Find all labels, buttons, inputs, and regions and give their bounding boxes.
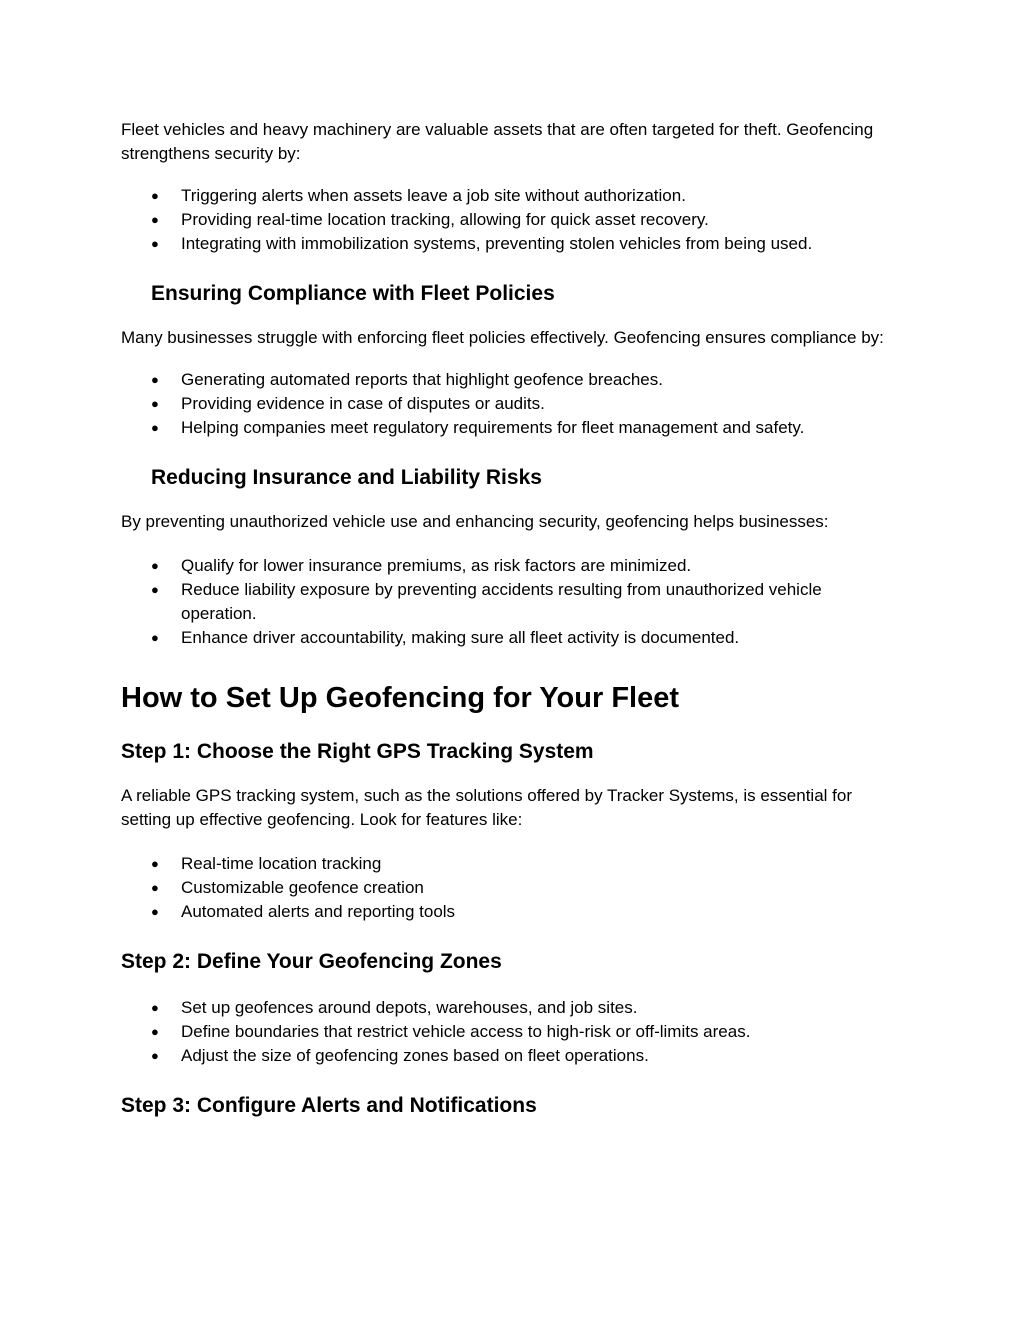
list-item: ● Helping companies meet regulatory requirements for fleet management and safety. xyxy=(121,416,901,440)
list-item: ● Providing real-time location tracking, allowing for quick asset recovery. xyxy=(121,208,901,232)
insurance-bullet-list xyxy=(121,554,901,650)
list-item: ● Reduce liability exposure by preventing accidents resulting from unauthorized vehicle operation. xyxy=(151,580,822,623)
compliance-paragraph: Many businesses struggle with enforcing fleet policies effectively. Geofencing ensures compliance by: xyxy=(121,328,884,347)
intro-bullet-list xyxy=(121,184,901,256)
compliance-bullet-list xyxy=(121,368,901,440)
list-item: ● Set up geofences around depots, warehouses, and job sites. xyxy=(121,996,901,1020)
bullet-icon: ● xyxy=(151,212,159,227)
compliance-heading: Ensuring Compliance with Fleet Policies xyxy=(151,282,555,305)
bullet-icon: ● xyxy=(151,372,159,387)
list-item: ● Define boundaries that restrict vehicle access to high-risk or off-limits areas. xyxy=(121,1020,901,1044)
bullet-icon: ● xyxy=(151,582,159,597)
bullet-icon: ● xyxy=(151,1000,159,1015)
step2-heading: Step 2: Define Your Geofencing Zones xyxy=(121,950,502,973)
list-item: ● Qualify for lower insurance premiums, as risk factors are minimized. xyxy=(121,554,901,578)
list-item: ● Integrating with immobilization systems, preventing stolen vehicles from being used. xyxy=(121,232,901,256)
bullet-icon: ● xyxy=(151,188,159,203)
step1-bullet-list xyxy=(121,852,901,924)
list-item: ● Customizable geofence creation xyxy=(121,876,901,900)
insurance-heading: Reducing Insurance and Liability Risks xyxy=(151,466,542,489)
bullet-icon: ● xyxy=(151,880,159,895)
bullet-icon: ● xyxy=(151,236,159,251)
bullet-icon: ● xyxy=(151,1048,159,1063)
list-item: ● Enhance driver accountability, making sure all fleet activity is documented. xyxy=(121,626,901,650)
step1-paragraph: A reliable GPS tracking system, such as the solutions offered by Tracker Systems, is essential for setting up effective geofencing. Look for features like: xyxy=(121,786,852,829)
list-item: ● Real-time location tracking xyxy=(121,852,901,876)
step3-heading: Step 3: Configure Alerts and Notifications xyxy=(121,1094,537,1117)
list-item: ● Adjust the size of geofencing zones based on fleet operations. xyxy=(121,1044,901,1068)
step1-heading: Step 1: Choose the Right GPS Tracking System xyxy=(121,740,594,763)
setup-heading: How to Set Up Geofencing for Your Fleet xyxy=(121,682,680,714)
list-item: ● Providing evidence in case of disputes or audits. xyxy=(121,392,901,416)
bullet-icon: ● xyxy=(151,420,159,435)
bullet-icon: ● xyxy=(151,630,159,645)
bullet-icon: ● xyxy=(151,856,159,871)
step2-bullet-list xyxy=(121,996,901,1068)
list-item: ● Generating automated reports that highlight geofence breaches. xyxy=(121,368,901,392)
bullet-icon: ● xyxy=(151,904,159,919)
intro-paragraph: Fleet vehicles and heavy machinery are valuable assets that are often targeted for theft. Geofencing strengthens security by: xyxy=(121,120,874,163)
list-item: ● Automated alerts and reporting tools xyxy=(121,900,901,924)
bullet-icon: ● xyxy=(151,396,159,411)
bullet-icon: ● xyxy=(151,1024,159,1039)
document-page xyxy=(121,118,901,1120)
insurance-paragraph: By preventing unauthorized vehicle use and enhancing security, geofencing helps businesses: xyxy=(121,512,829,531)
bullet-icon: ● xyxy=(151,558,159,573)
list-item: ● Triggering alerts when assets leave a job site without authorization. xyxy=(121,184,901,208)
